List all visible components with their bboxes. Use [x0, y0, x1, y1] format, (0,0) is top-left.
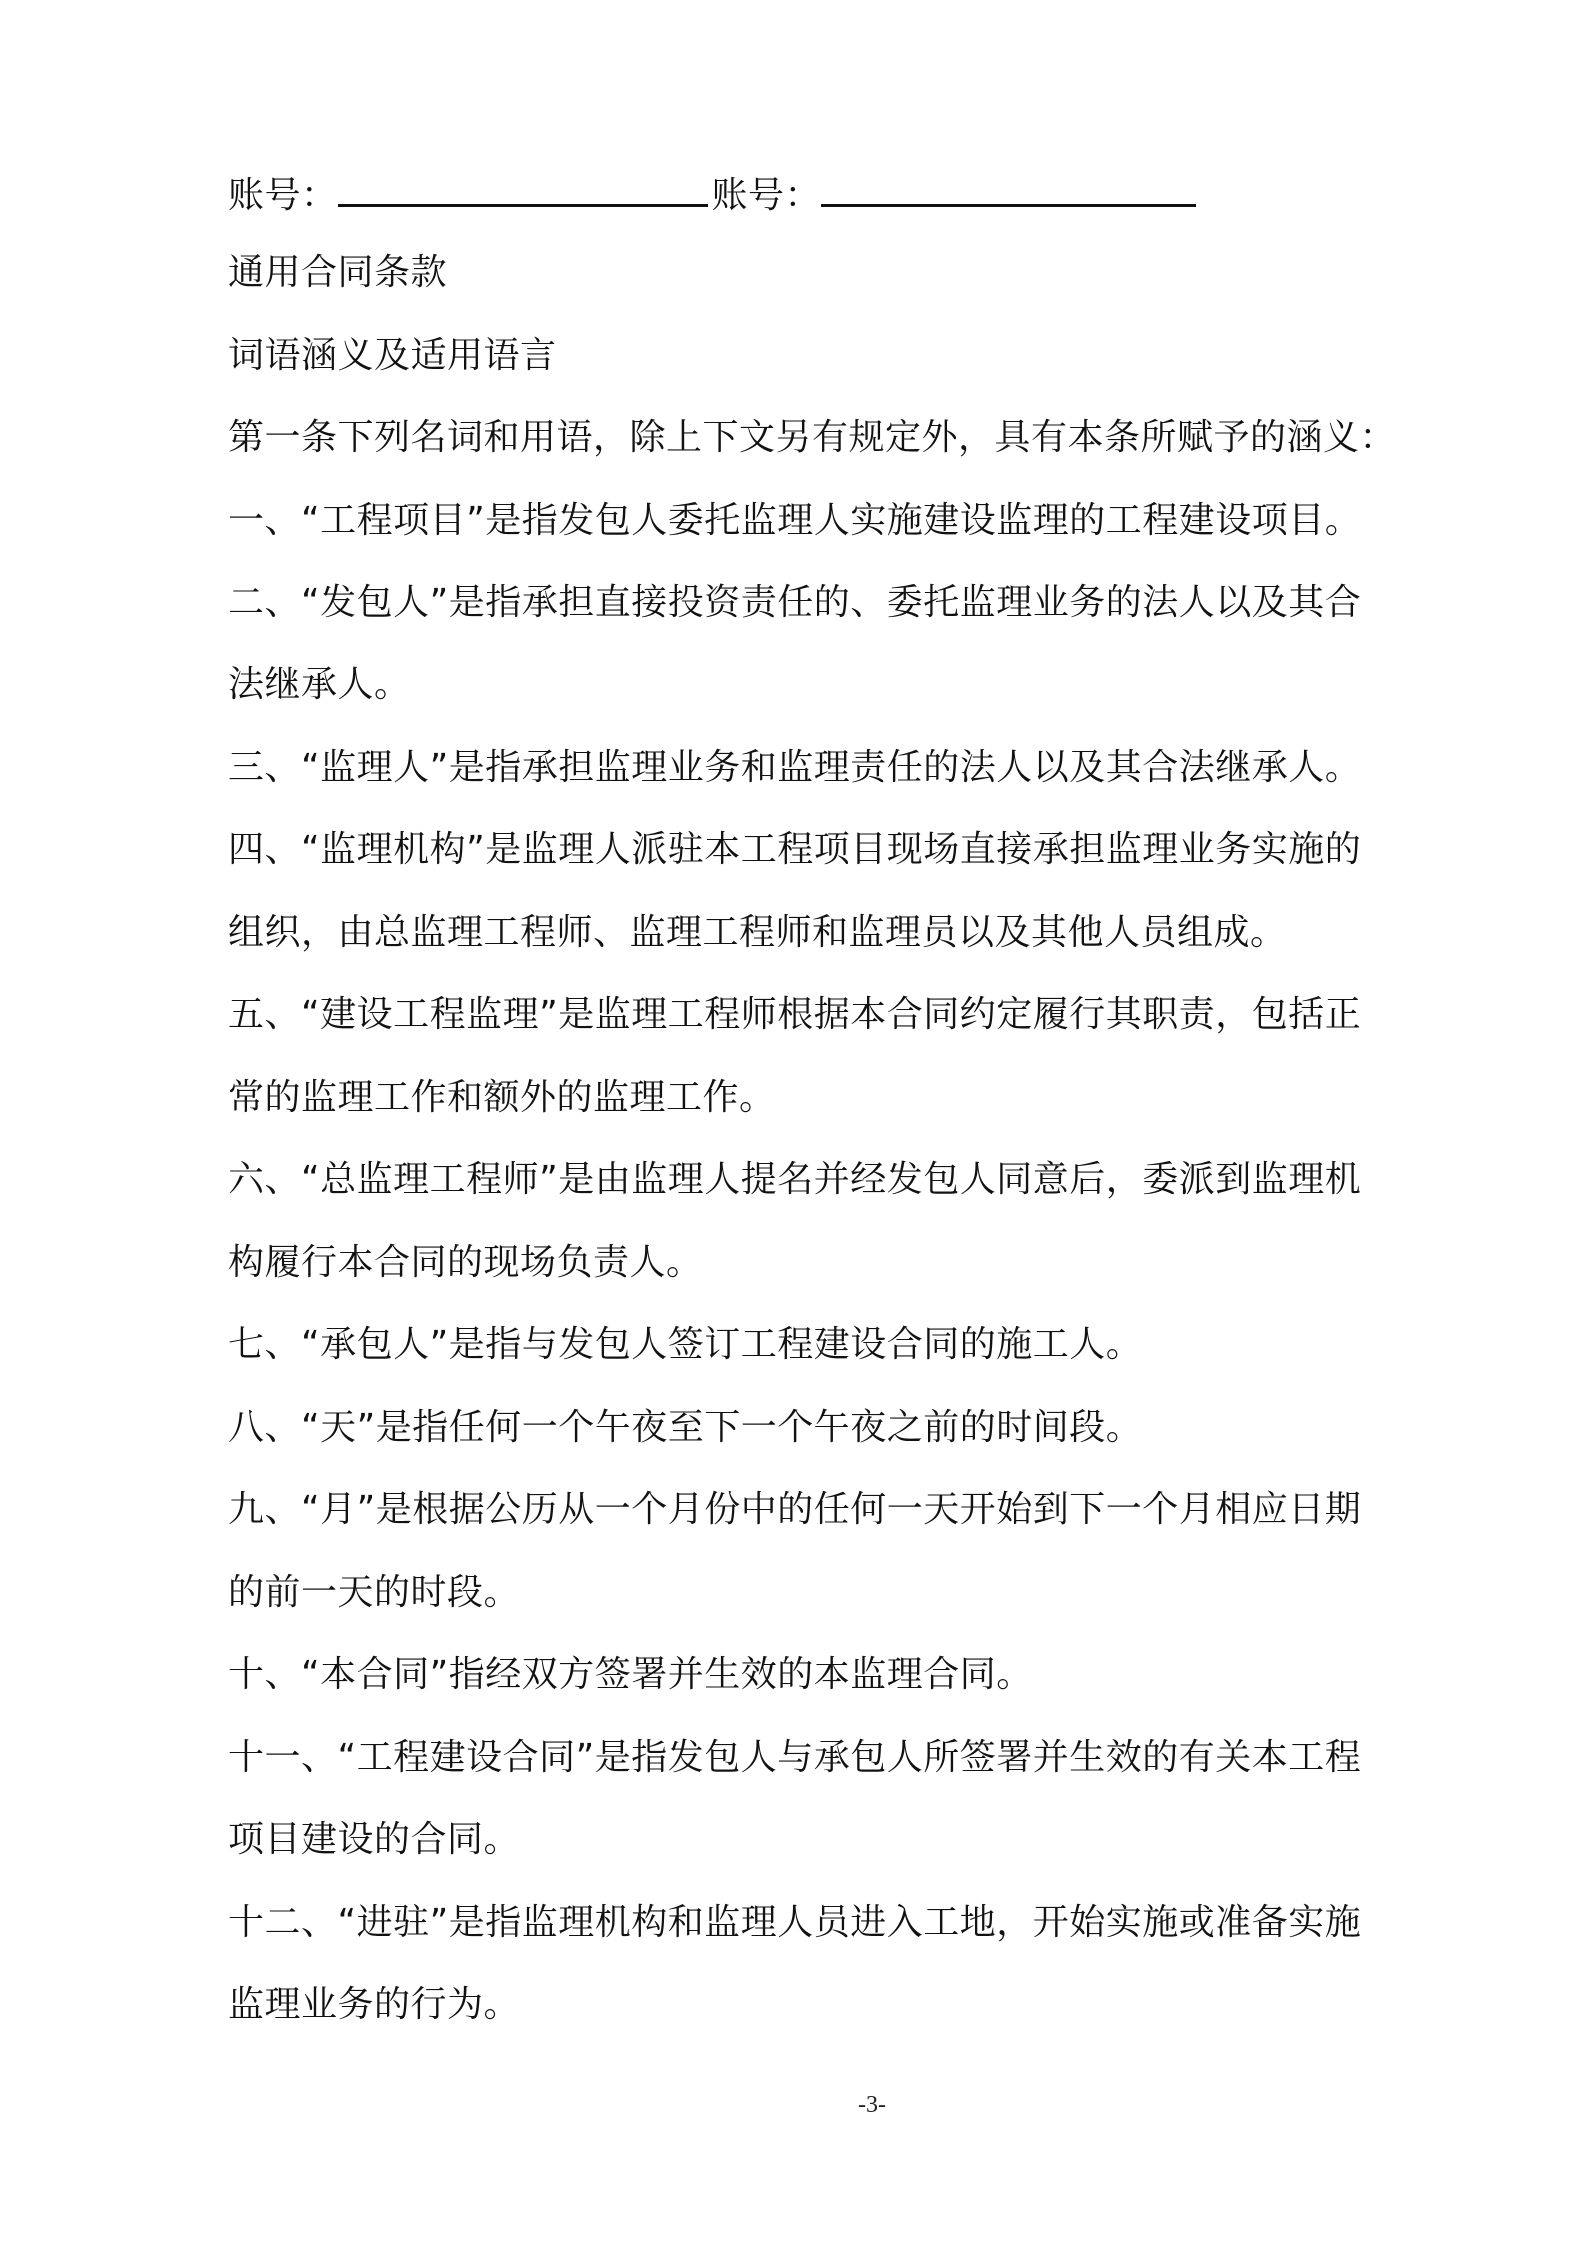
section-heading: 通用合同条款: [228, 252, 448, 293]
definition-line: 八、“天”是指任何一个午夜至下一个午夜之前的时间段。: [228, 1407, 1143, 1448]
definition-line: 监理业务的行为。: [228, 1984, 521, 2025]
definition-line: 构履行本合同的现场负责人。: [228, 1242, 703, 1283]
definition-line: 十一、“工程建设合同”是指发包人与承包人所签署并生效的有关本工程: [228, 1737, 1362, 1778]
definition-line: 九、“月”是根据公历从一个月份中的任何一天开始到下一个月相应日期: [228, 1489, 1362, 1530]
account-row: [228, 170, 1200, 219]
definition-line: 六、“总监理工程师”是由监理人提名并经发包人同意后，委派到监理机: [228, 1159, 1362, 1200]
definition-line: 七、“承包人”是指与发包人签订工程建设合同的施工人。: [228, 1324, 1143, 1365]
definition-line: 常的监理工作和额外的监理工作。: [228, 1077, 776, 1118]
account-label-1: 账号：: [228, 175, 338, 216]
definition-line: 法继承人。: [228, 664, 411, 705]
section-subheading: 词语涵义及适用语言: [228, 335, 557, 376]
definition-line: 组织，由总监理工程师、监理工程师和监理员以及其他人员组成。: [228, 912, 1287, 953]
clause-intro: 第一条下列名词和用语，除上下文另有规定外，具有本条所赋予的涵义：: [228, 417, 1397, 458]
definition-line: 项目建设的合同。: [228, 1819, 521, 1860]
definition-line: 五、“建设工程监理”是监理工程师根据本合同约定履行其职责，包括正: [228, 994, 1362, 1035]
page-number: -3-: [858, 2092, 886, 2118]
account-label-2: 账号：: [711, 175, 822, 216]
definition-line: 十二、“进驻”是指监理机构和监理人员进入工地，开始实施或准备实施: [228, 1902, 1362, 1943]
account-blank-1: [338, 170, 708, 207]
definition-line: 的前一天的时段。: [228, 1572, 521, 1613]
definition-line: 二、“发包人”是指承担直接投资责任的、委托监理业务的法人以及其合: [228, 582, 1362, 623]
definition-line: 十、“本合同”指经双方签署并生效的本监理合同。: [228, 1654, 1033, 1695]
definition-line: 一、“工程项目”是指发包人委托监理人实施建设监理的工程建设项目。: [228, 500, 1362, 541]
account-blank-2: [821, 170, 1196, 207]
definition-line: 四、“监理机构”是监理人派驻本工程项目现场直接承担监理业务实施的: [228, 829, 1362, 870]
definition-line: 三、“监理人”是指承担监理业务和监理责任的法人以及其合法继承人。: [228, 747, 1362, 788]
